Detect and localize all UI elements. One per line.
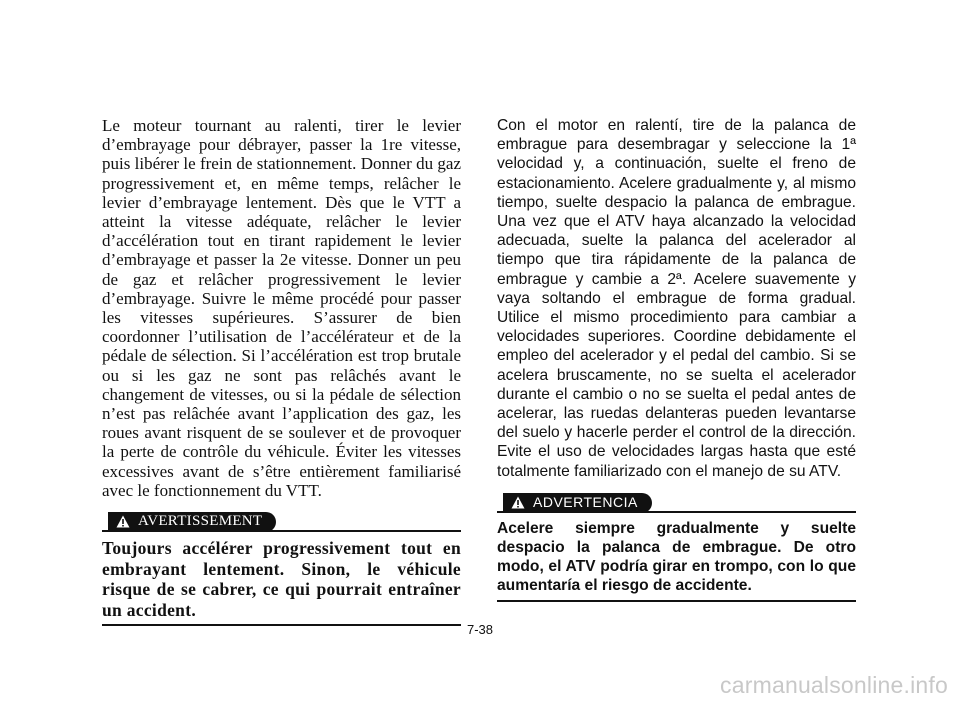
spanish-warning-badge xyxy=(503,493,652,513)
french-warning-text: Toujours accélérer progressivement tout en embrayant lentement. Sinon, le véhicule risque de se cabrer, ce qui pourrait entraîner un accident. xyxy=(102,538,461,626)
page-number: 7-38 xyxy=(466,622,494,637)
french-body-text: Le moteur tournant au ralenti, tirer le levier d’embrayage pour débrayer, passer la 1re vitesse, puis libérer le frein de stationnement. Donner du gaz progressivement et, en même temps, relâcher le levier d’embrayage lentement. Dès que le VTT a atteint la vitesse adéquate, relâcher le levier d’accélération tout en tirant rapidement le levier d’embrayage et passer la 2e vitesse. Donner un peu de gaz et relâcher progressivement le levier d’embrayage. Suivre le même procédé pour passer les vitesses supérieures. S’assurer de bien coordonner l’utilisation de l’accélérateur et de la pédale de sélection. Si l’accélération est trop brutale ou si les gaz ne sont pas relâchés avant le changement de vitesses, ou si la pédale de sélection n’est pas relâchée avant l’application des gaz, les roues avant risquent de se soulever et de provoquer la perte de contrôle du véhicule. Éviter les vitesses excessives avant de s’être entièrement familiarisé avec le fonctionnement du VTT. xyxy=(102,116,461,500)
spanish-warning-label: ADVERTENCIA xyxy=(533,494,638,511)
spanish-body-text: Con el motor en ralentí, tire de la palanca de embrague para desembragar y seleccione la 1ª velocidad y, a continuación, suelte el freno de estacionamiento. Acelere gradualmente y, al mismo tiempo, suelte despacio la palanca de embrague. Una vez que el ATV haya alcanzado la velocidad adecuada, suelte la palanca del acelerador al tiempo que tira rápidamente de la palanca de embrague y cambie a 2ª. Acelere suavemente y vaya soltando el embrague de forma gradual. Utilice el mismo procedimiento para cambiar a velocidades superiores. Coordine debidamente el empleo del acelerador y el pedal del cambio. Si se acelera bruscamente, no se suelta el acelerador durante el cambio o no se suelta el pedal antes de acelerar, las ruedas delanteras pueden levantarse del suelo y hacerle perder el control de la dirección. Evite el uso de velocidades largas hasta que esté totalmente familiarizado con el manejo de su ATV. xyxy=(497,117,856,480)
warning-triangle-icon xyxy=(116,515,130,528)
spanish-column xyxy=(497,116,856,602)
french-warning-label: AVERTISSEMENT xyxy=(138,513,263,530)
french-warning-header xyxy=(102,510,461,532)
french-warning-badge xyxy=(108,512,276,532)
french-column xyxy=(102,116,461,626)
warning-triangle-icon xyxy=(511,496,525,509)
watermark: carmanualsonline.info xyxy=(720,672,948,698)
spanish-warning-text: Acelere siempre gradualmente y suelte despacio la palanca de embrague. De otro modo, el ATV podría girar en trompo, con lo que aumentaría el riesgo de accidente. xyxy=(497,519,856,602)
spanish-warning-header xyxy=(497,491,856,513)
